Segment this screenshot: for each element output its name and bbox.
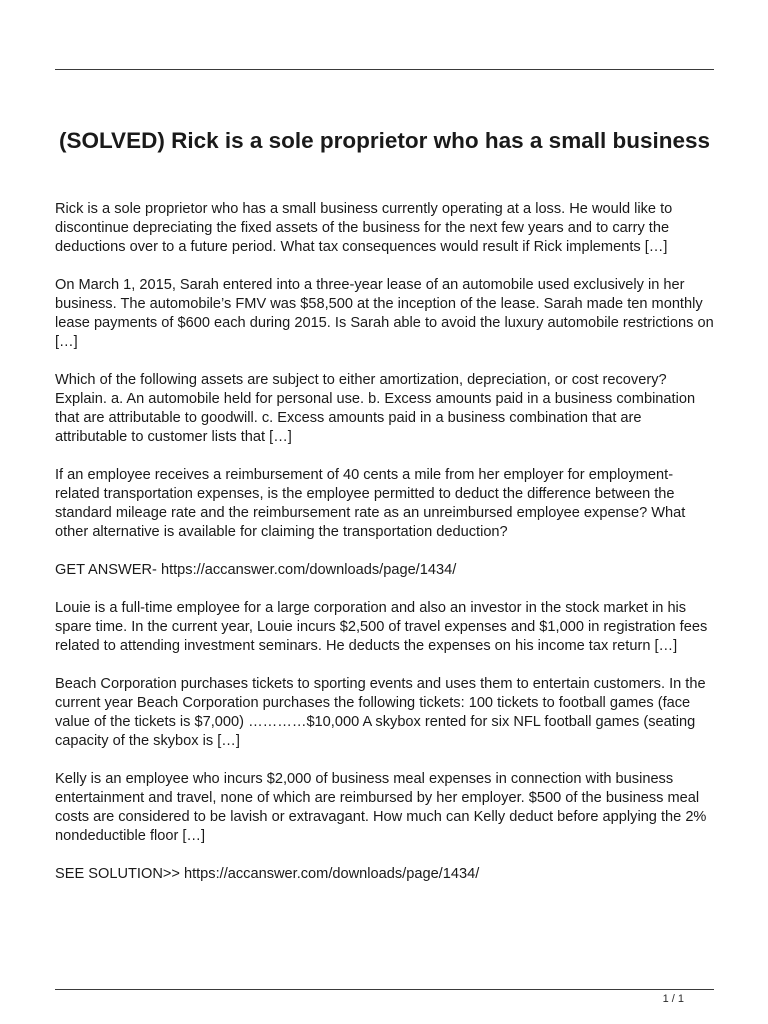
paragraph-beach-corporation: Beach Corporation purchases tickets to sporting events and uses them to entertain customers. In the current year Beach Corporation purchases the following tickets: 100 tickets to football games (face value of the tickets is $7,000) …………$10,000 A skybox rented for six NFL football games (seating capacity of the skybox is […] <box>55 676 706 749</box>
page-number: 1 / 1 <box>662 993 684 1005</box>
header-divider <box>55 69 714 70</box>
paragraph-kelly: Kelly is an employee who incurs $2,000 of business meal expenses in connection with business entertainment and travel, none of which are reimbursed by her employer. $500 of the business meal costs are considered to be lavish or extravagant. How much can Kelly deduct before applying the 2% nondeductible floor […] <box>55 771 707 844</box>
paragraph-rick: Rick is a sole proprietor who has a small business currently operating at a loss. He would like to discontinue depreciating the fixed assets of the business for the next few years and to carry the deductions over to a future period. What tax consequences would result if Rick implements […] <box>55 201 673 255</box>
paragraph-assets: Which of the following assets are subject to either amortization, depreciation, or cost recovery? Explain. a. An automobile held for personal use. b. Excess amounts paid in a business combination that are attributable to goodwill. c. Excess amounts paid in a business combination that are attributable to customer lists that […] <box>55 372 696 445</box>
paragraph-employee-reimbursement: If an employee receives a reimbursement of 40 cents a mile from her employer for employment-related transportation expenses, is the employee permitted to deduct the difference between the standard mileage rate and the reimbursement rate as an unreimbursed employee expense? What other alternative is available for claiming the transportation deduction? <box>55 467 686 540</box>
footer-divider <box>55 989 714 990</box>
see-solution-link[interactable]: SEE SOLUTION>> https://accanswer.com/downloads/page/1434/ <box>55 866 480 882</box>
paragraph-sarah: On March 1, 2015, Sarah entered into a three-year lease of an automobile used exclusively in her business. The automobile’s FMV was $58,500 at the inception of the lease. Sarah made ten monthly lease payments of $600 each during 2015. Is Sarah able to avoid the luxury automobile restrictions on […] <box>55 277 714 350</box>
page-title: (SOLVED) Rick is a sole proprietor who has a small business <box>58 128 711 153</box>
paragraph-louie: Louie is a full-time employee for a large corporation and also an investor in the stock market in his spare time. In the current year, Louie incurs $2,500 of travel expenses and $1,000 in registration fees related to attending investment seminars. He deducts the expenses on his income tax return […] <box>55 600 708 654</box>
get-answer-link[interactable]: GET ANSWER- https://accanswer.com/downloads/page/1434/ <box>55 562 457 578</box>
document-body <box>55 200 716 903</box>
